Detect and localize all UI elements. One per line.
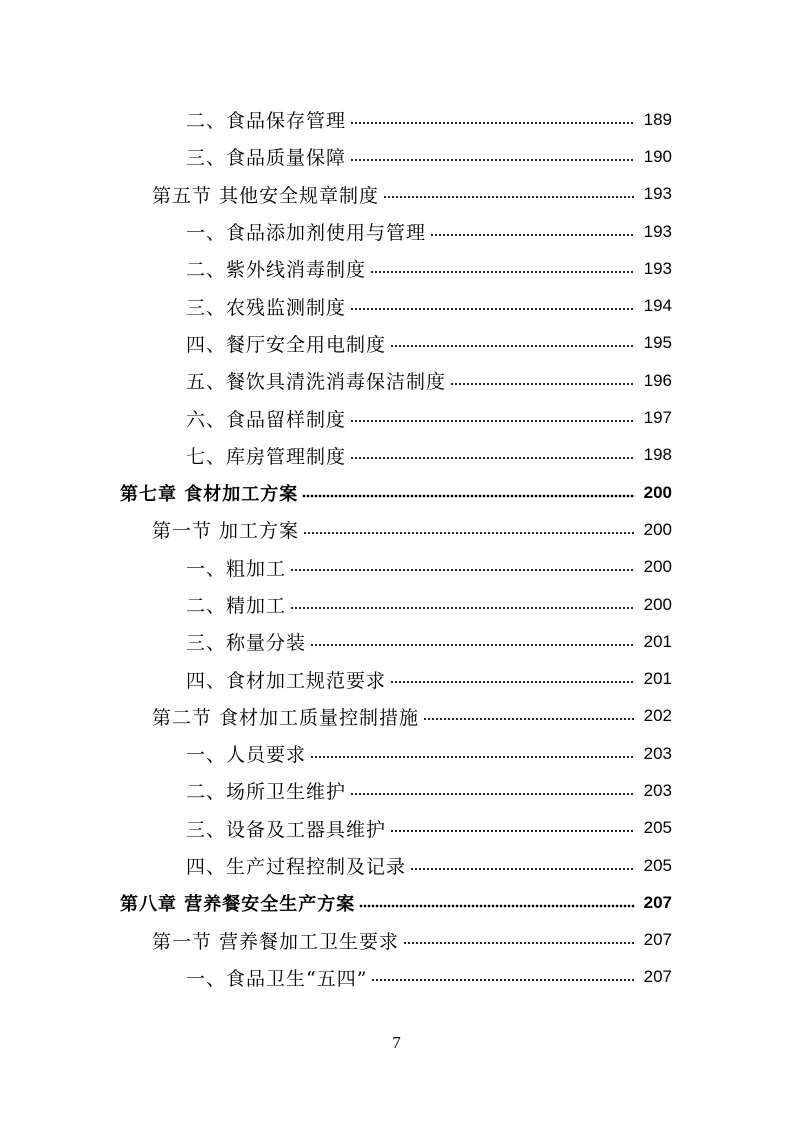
dot-leader xyxy=(403,933,635,953)
toc-entry-title: 三、农残监测制度 xyxy=(186,296,347,319)
toc-entry-page: 189 xyxy=(643,109,672,129)
toc-entry-page: 205 xyxy=(643,855,672,875)
toc-entry-title: 四、生产过程控制及记录 xyxy=(186,856,407,879)
dot-leader xyxy=(302,486,635,506)
dot-leader xyxy=(350,411,635,431)
toc-entry-title: 一、粗加工 xyxy=(186,557,287,580)
toc-entry-page: 200 xyxy=(643,482,672,502)
toc-entry-page: 194 xyxy=(643,296,672,316)
toc-entry[interactable] xyxy=(0,549,793,586)
toc-chapter-entry[interactable] xyxy=(0,884,793,921)
toc-entry[interactable] xyxy=(0,586,793,623)
toc-entry[interactable] xyxy=(0,176,793,213)
toc-entry-title: 第二节 食材加工质量控制措施 xyxy=(152,706,420,729)
dot-leader xyxy=(390,672,635,692)
dot-leader xyxy=(290,598,635,618)
dot-leader xyxy=(303,523,635,543)
toc-entry-page: 193 xyxy=(643,221,672,241)
toc-entry[interactable] xyxy=(0,922,793,959)
dot-leader xyxy=(350,784,635,804)
toc-entry-title: 四、餐厅安全用电制度 xyxy=(186,333,387,356)
toc-entry[interactable] xyxy=(0,362,793,399)
toc-entry-title: 一、食品添加剂使用与管理 xyxy=(186,222,427,245)
dot-leader xyxy=(383,187,635,207)
toc-entry-title: 二、精加工 xyxy=(186,595,287,617)
toc-entry-page: 207 xyxy=(643,930,672,950)
toc-entry-title: 六、食品留样制度 xyxy=(186,408,347,431)
page-number: 7 xyxy=(392,1033,401,1052)
toc-entry-title: 三、称量分装 xyxy=(186,632,307,655)
toc-entry-page: 203 xyxy=(643,780,672,800)
toc-entry-title: 三、设备及工器具维护 xyxy=(186,818,387,841)
toc-entry[interactable] xyxy=(0,847,793,884)
toc-entry-page: 195 xyxy=(643,333,672,353)
dot-leader xyxy=(450,374,635,394)
dot-leader xyxy=(423,709,635,729)
dot-leader xyxy=(390,336,635,356)
dot-leader xyxy=(410,859,635,879)
toc-entry-title: 二、场所卫生维护 xyxy=(186,781,347,804)
toc-entry-title: 一、人员要求 xyxy=(186,744,307,767)
toc-entry-page: 207 xyxy=(643,892,672,912)
dot-leader xyxy=(390,821,635,841)
toc-entry[interactable] xyxy=(0,959,793,996)
toc-entry-page: 200 xyxy=(643,594,672,614)
toc-chapter-entry[interactable] xyxy=(0,474,793,511)
dot-leader xyxy=(370,262,635,282)
dot-leader xyxy=(290,560,635,580)
toc-entry-title: 第五节 其他安全规章制度 xyxy=(152,184,380,207)
toc-entry-page: 201 xyxy=(643,631,672,651)
toc-entry[interactable] xyxy=(0,325,793,362)
dot-leader xyxy=(310,747,635,767)
toc-entry-title: 四、食材加工规范要求 xyxy=(186,669,387,692)
toc-entry-title: 五、餐饮具清洗消毒保洁制度 xyxy=(186,371,447,394)
toc-entry[interactable] xyxy=(0,101,793,138)
toc-entry-page: 207 xyxy=(643,967,672,987)
toc-entry[interactable] xyxy=(0,399,793,436)
dot-leader xyxy=(430,225,635,245)
dot-leader xyxy=(350,299,635,319)
dot-leader xyxy=(371,970,635,990)
toc-entry-title: 二、紫外线消毒制度 xyxy=(186,259,367,282)
toc-entry[interactable] xyxy=(0,660,793,697)
dot-leader xyxy=(359,896,635,916)
toc-entry-title: 第一节 营养餐加工卫生要求 xyxy=(152,930,400,953)
toc-entry[interactable] xyxy=(0,250,793,287)
toc-entry-title: 第八章 营养餐安全生产方案 xyxy=(120,893,356,915)
toc-entry[interactable] xyxy=(0,810,793,847)
table-of-contents xyxy=(0,101,793,996)
toc-entry-page: 196 xyxy=(643,370,672,390)
toc-entry[interactable] xyxy=(0,287,793,324)
toc-entry-page: 203 xyxy=(643,743,672,763)
toc-entry[interactable] xyxy=(0,735,793,772)
toc-entry-title: 二、食品保存管理 xyxy=(186,110,347,133)
toc-entry[interactable] xyxy=(0,213,793,250)
toc-entry[interactable] xyxy=(0,698,793,735)
dot-leader xyxy=(350,113,635,133)
dot-leader xyxy=(350,448,635,468)
toc-entry-page: 190 xyxy=(643,146,672,166)
toc-entry-title: 一、食品卫生“五四” xyxy=(186,967,368,990)
toc-entry-page: 193 xyxy=(643,184,672,204)
toc-entry-page: 193 xyxy=(643,258,672,278)
toc-entry-page: 197 xyxy=(643,408,672,428)
toc-entry-page: 205 xyxy=(643,818,672,838)
toc-entry-page: 200 xyxy=(643,557,672,577)
toc-entry[interactable] xyxy=(0,511,793,548)
toc-entry-title: 七、库房管理制度 xyxy=(186,445,347,468)
toc-entry-title: 第七章 食材加工方案 xyxy=(120,483,299,505)
toc-entry-page: 201 xyxy=(643,669,672,689)
toc-entry-title: 三、食品质量保障 xyxy=(186,147,347,170)
toc-entry-title: 第一节 加工方案 xyxy=(152,520,300,543)
dot-leader xyxy=(310,635,635,655)
toc-entry[interactable] xyxy=(0,138,793,175)
toc-entry-page: 198 xyxy=(643,445,672,465)
toc-entry-page: 200 xyxy=(643,519,672,539)
dot-leader xyxy=(350,150,635,170)
toc-entry-page: 202 xyxy=(643,706,672,726)
toc-entry[interactable] xyxy=(0,772,793,809)
toc-entry[interactable] xyxy=(0,623,793,660)
toc-entry[interactable] xyxy=(0,437,793,474)
